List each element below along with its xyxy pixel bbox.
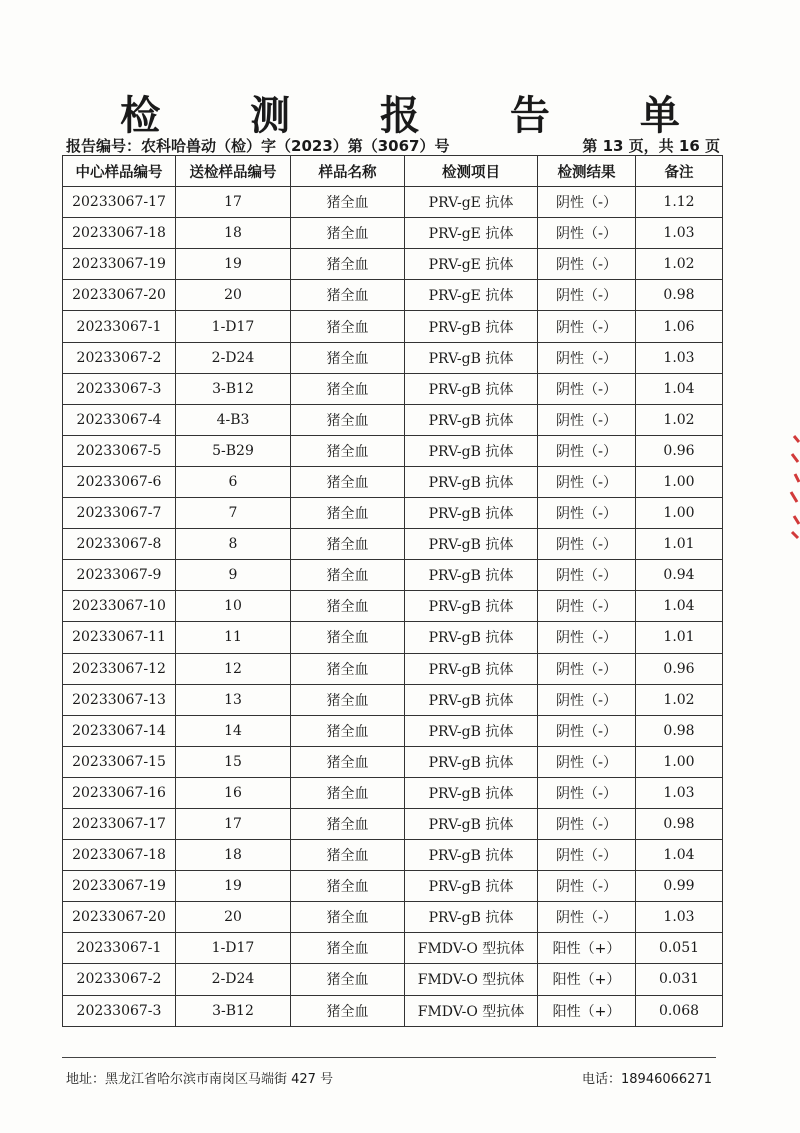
cell-submitted-sample-no: 9 [176,560,291,591]
cell-sample-name: 猪全血 [291,808,405,839]
cell-remark: 1.01 [636,622,723,653]
table-row [63,435,723,466]
cell-center-sample-no: 20233067-14 [63,715,176,746]
table-row [63,404,723,435]
table-row [63,746,723,777]
cell-center-sample-no: 20233067-1 [63,311,176,342]
cell-center-sample-no: 20233067-2 [63,342,176,373]
cell-center-sample-no: 20233067-19 [63,249,176,280]
cell-test-result: 阴性（-） [538,311,636,342]
cell-test-result: 阴性（-） [538,435,636,466]
cell-submitted-sample-no: 2-D24 [176,342,291,373]
cell-submitted-sample-no: 3-B12 [176,995,291,1026]
footer-address: 地址：黑龙江省哈尔滨市南岗区马端街 427 号 [66,1072,334,1087]
cell-submitted-sample-no: 20 [176,902,291,933]
cell-submitted-sample-no: 18 [176,218,291,249]
cell-remark: 0.051 [636,933,723,964]
cell-sample-name: 猪全血 [291,684,405,715]
table-row [63,995,723,1026]
cell-sample-name: 猪全血 [291,280,405,311]
cell-center-sample-no: 20233067-18 [63,840,176,871]
cell-test-result: 阴性（-） [538,342,636,373]
table-row [63,342,723,373]
cell-sample-name: 猪全血 [291,187,405,218]
table-row [63,529,723,560]
table-row [63,840,723,871]
cell-test-result: 阴性（-） [538,715,636,746]
cell-center-sample-no: 20233067-11 [63,622,176,653]
cell-test-result: 阴性（-） [538,373,636,404]
cell-submitted-sample-no: 17 [176,187,291,218]
cell-sample-name: 猪全血 [291,560,405,591]
cell-test-item: PRV-gB 抗体 [405,840,538,871]
cell-test-result: 阴性（-） [538,218,636,249]
cell-submitted-sample-no: 17 [176,808,291,839]
cell-sample-name: 猪全血 [291,311,405,342]
cell-remark: 1.03 [636,777,723,808]
cell-submitted-sample-no: 20 [176,280,291,311]
table-row [63,933,723,964]
cell-center-sample-no: 20233067-6 [63,466,176,497]
cell-remark: 1.00 [636,746,723,777]
cell-sample-name: 猪全血 [291,466,405,497]
cell-sample-name: 猪全血 [291,218,405,249]
cell-test-item: PRV-gB 抗体 [405,871,538,902]
cell-remark: 1.00 [636,498,723,529]
cell-remark: 0.98 [636,808,723,839]
cell-submitted-sample-no: 2-D24 [176,964,291,995]
table-row [63,964,723,995]
cell-submitted-sample-no: 19 [176,249,291,280]
cell-submitted-sample-no: 18 [176,840,291,871]
cell-test-result: 阴性（-） [538,871,636,902]
table-row [63,187,723,218]
cell-test-result: 阴性（-） [538,280,636,311]
cell-test-result: 阳性（+） [538,933,636,964]
cell-test-item: PRV-gE 抗体 [405,218,538,249]
cell-test-item: PRV-gE 抗体 [405,280,538,311]
cell-test-item: PRV-gB 抗体 [405,404,538,435]
cell-sample-name: 猪全血 [291,373,405,404]
cell-sample-name: 猪全血 [291,653,405,684]
cell-remark: 0.94 [636,560,723,591]
table-row [63,684,723,715]
cell-test-result: 阴性（-） [538,529,636,560]
cell-remark: 1.03 [636,218,723,249]
cell-center-sample-no: 20233067-5 [63,435,176,466]
cell-test-result: 阴性（-） [538,560,636,591]
cell-test-item: PRV-gB 抗体 [405,373,538,404]
cell-remark: 1.06 [636,311,723,342]
cell-test-result: 阴性（-） [538,498,636,529]
table-row [63,591,723,622]
cell-remark: 1.01 [636,529,723,560]
cell-remark: 0.98 [636,715,723,746]
page-indicator: 第 13 页，共 16 页 [582,137,720,155]
cell-test-result: 阳性（+） [538,995,636,1026]
cell-test-item: FMDV-O 型抗体 [405,933,538,964]
cell-center-sample-no: 20233067-13 [63,684,176,715]
cell-test-result: 阴性（-） [538,591,636,622]
cell-test-item: FMDV-O 型抗体 [405,995,538,1026]
col-header-sample-name: 样品名称 [291,156,405,187]
table-header-row [63,156,723,187]
col-header-test-item: 检测项目 [405,156,538,187]
cell-sample-name: 猪全血 [291,871,405,902]
table-row [63,498,723,529]
table-row [63,871,723,902]
cell-center-sample-no: 20233067-1 [63,933,176,964]
col-header-test-result: 检测结果 [538,156,636,187]
cell-test-result: 阴性（-） [538,777,636,808]
cell-submitted-sample-no: 6 [176,466,291,497]
table-row [63,622,723,653]
cell-submitted-sample-no: 15 [176,746,291,777]
cell-submitted-sample-no: 16 [176,777,291,808]
cell-remark: 1.00 [636,466,723,497]
cell-submitted-sample-no: 7 [176,498,291,529]
cell-center-sample-no: 20233067-17 [63,187,176,218]
cell-sample-name: 猪全血 [291,933,405,964]
footer-divider [62,1057,716,1058]
cell-test-item: PRV-gB 抗体 [405,560,538,591]
cell-center-sample-no: 20233067-15 [63,746,176,777]
table-row [63,280,723,311]
col-header-remark: 备注 [636,156,723,187]
table-row [63,218,723,249]
cell-center-sample-no: 20233067-16 [63,777,176,808]
cell-test-item: FMDV-O 型抗体 [405,964,538,995]
table-row [63,777,723,808]
cell-remark: 0.031 [636,964,723,995]
table-row [63,715,723,746]
cell-test-item: PRV-gB 抗体 [405,715,538,746]
cell-submitted-sample-no: 1-D17 [176,311,291,342]
cell-center-sample-no: 20233067-17 [63,808,176,839]
cell-sample-name: 猪全血 [291,404,405,435]
table-row [63,560,723,591]
cell-center-sample-no: 20233067-4 [63,404,176,435]
table-row [63,249,723,280]
cell-test-result: 阴性（-） [538,653,636,684]
cell-submitted-sample-no: 3-B12 [176,373,291,404]
table-row [63,466,723,497]
cell-test-result: 阴性（-） [538,808,636,839]
cell-sample-name: 猪全血 [291,777,405,808]
cell-sample-name: 猪全血 [291,902,405,933]
cell-remark: 0.068 [636,995,723,1026]
cell-submitted-sample-no: 8 [176,529,291,560]
cell-remark: 1.04 [636,373,723,404]
cell-remark: 0.96 [636,653,723,684]
cell-submitted-sample-no: 10 [176,591,291,622]
cell-sample-name: 猪全血 [291,529,405,560]
cell-test-item: PRV-gB 抗体 [405,435,538,466]
footer-phone: 电话：18946066271 [582,1072,712,1087]
cell-remark: 0.96 [636,435,723,466]
cell-test-result: 阴性（-） [538,622,636,653]
cell-test-item: PRV-gB 抗体 [405,746,538,777]
cell-submitted-sample-no: 1-D17 [176,933,291,964]
cell-remark: 1.03 [636,342,723,373]
cell-center-sample-no: 20233067-3 [63,995,176,1026]
cell-sample-name: 猪全血 [291,715,405,746]
cell-submitted-sample-no: 4-B3 [176,404,291,435]
cell-remark: 1.02 [636,404,723,435]
cell-test-item: PRV-gB 抗体 [405,777,538,808]
cell-center-sample-no: 20233067-3 [63,373,176,404]
cell-test-result: 阴性（-） [538,902,636,933]
cell-test-item: PRV-gB 抗体 [405,622,538,653]
cell-remark: 0.98 [636,280,723,311]
results-table [62,155,723,1027]
cell-remark: 1.03 [636,902,723,933]
table-row [63,808,723,839]
col-header-submitted-sample-no: 送检样品编号 [176,156,291,187]
cell-sample-name: 猪全血 [291,435,405,466]
cell-test-item: PRV-gE 抗体 [405,249,538,280]
cell-test-result: 阴性（-） [538,746,636,777]
cell-test-result: 阴性（-） [538,187,636,218]
cell-center-sample-no: 20233067-20 [63,902,176,933]
cell-remark: 1.02 [636,249,723,280]
cell-sample-name: 猪全血 [291,622,405,653]
report-number: 报告编号：农科哈兽动（检）字（2023）第（3067）号 [66,137,450,155]
cell-test-result: 阴性（-） [538,684,636,715]
cell-sample-name: 猪全血 [291,498,405,529]
page-title: 检 测 报 告 单 [120,93,718,139]
cell-remark: 1.02 [636,684,723,715]
table-body [63,187,723,1027]
col-header-center-sample-no: 中心样品编号 [63,156,176,187]
cell-sample-name: 猪全血 [291,591,405,622]
table-row [63,373,723,404]
cell-remark: 1.04 [636,840,723,871]
cell-test-item: PRV-gB 抗体 [405,902,538,933]
cell-test-item: PRV-gB 抗体 [405,808,538,839]
cell-test-result: 阳性（+） [538,964,636,995]
cell-center-sample-no: 20233067-19 [63,871,176,902]
cell-test-item: PRV-gE 抗体 [405,187,538,218]
cell-sample-name: 猪全血 [291,964,405,995]
cell-center-sample-no: 20233067-12 [63,653,176,684]
table-row [63,311,723,342]
cell-submitted-sample-no: 5-B29 [176,435,291,466]
cell-center-sample-no: 20233067-2 [63,964,176,995]
cell-center-sample-no: 20233067-20 [63,280,176,311]
cell-sample-name: 猪全血 [291,342,405,373]
cell-center-sample-no: 20233067-8 [63,529,176,560]
cell-remark: 1.04 [636,591,723,622]
cell-center-sample-no: 20233067-9 [63,560,176,591]
cell-submitted-sample-no: 14 [176,715,291,746]
cell-submitted-sample-no: 13 [176,684,291,715]
cell-sample-name: 猪全血 [291,995,405,1026]
cell-remark: 1.12 [636,187,723,218]
cell-center-sample-no: 20233067-7 [63,498,176,529]
cell-test-item: PRV-gB 抗体 [405,529,538,560]
cell-test-result: 阴性（-） [538,840,636,871]
cell-submitted-sample-no: 11 [176,622,291,653]
cell-center-sample-no: 20233067-10 [63,591,176,622]
cell-test-item: PRV-gB 抗体 [405,498,538,529]
cell-sample-name: 猪全血 [291,746,405,777]
cell-test-item: PRV-gB 抗体 [405,466,538,497]
table-row [63,902,723,933]
cell-test-item: PRV-gB 抗体 [405,342,538,373]
cell-test-result: 阴性（-） [538,466,636,497]
cell-test-item: PRV-gB 抗体 [405,311,538,342]
cell-test-item: PRV-gB 抗体 [405,591,538,622]
cell-submitted-sample-no: 12 [176,653,291,684]
cell-test-result: 阴性（-） [538,404,636,435]
cell-test-result: 阴性（-） [538,249,636,280]
cell-sample-name: 猪全血 [291,840,405,871]
table-row [63,653,723,684]
red-stamp-edge [786,432,800,542]
cell-test-item: PRV-gB 抗体 [405,653,538,684]
cell-sample-name: 猪全血 [291,249,405,280]
cell-submitted-sample-no: 19 [176,871,291,902]
cell-center-sample-no: 20233067-18 [63,218,176,249]
cell-remark: 0.99 [636,871,723,902]
cell-test-item: PRV-gB 抗体 [405,684,538,715]
